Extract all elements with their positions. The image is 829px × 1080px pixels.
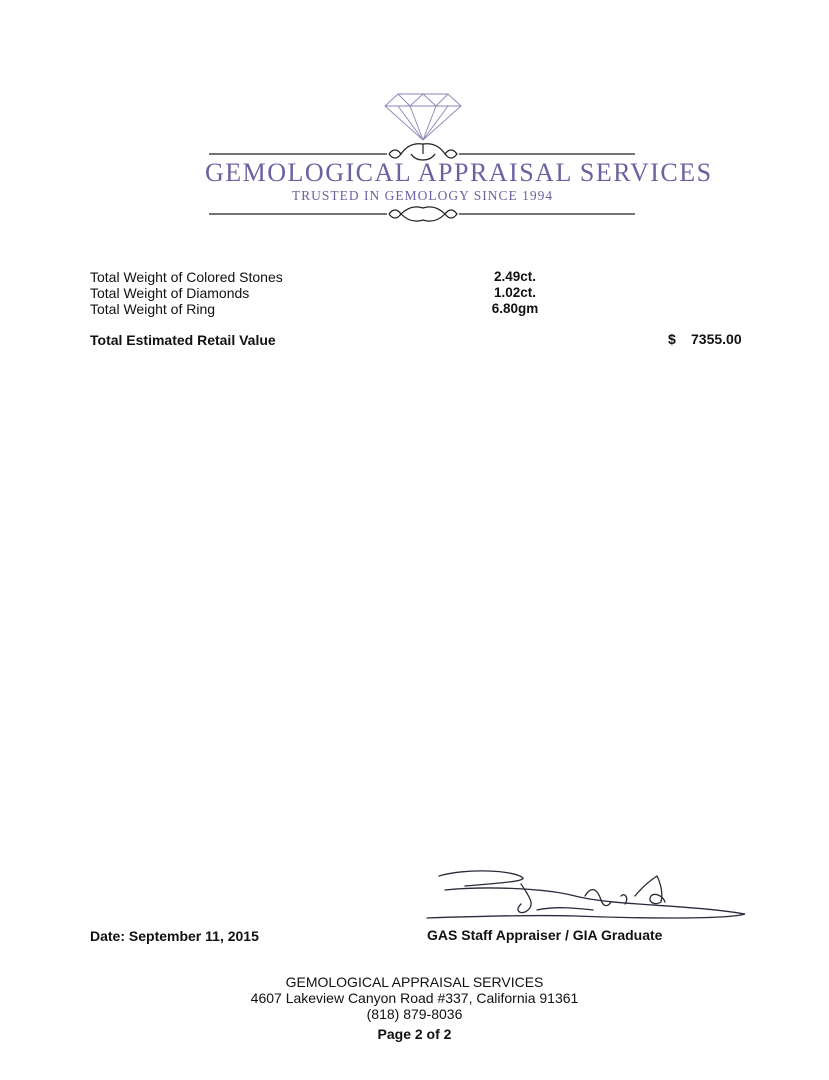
appraisal-date: Date: September 11, 2015 xyxy=(90,928,259,944)
weight-label-diamonds: Total Weight of Diamonds xyxy=(90,285,250,301)
appraiser-signature xyxy=(425,866,755,926)
appraiser-title: GAS Staff Appraiser / GIA Graduate xyxy=(427,927,663,943)
footer-address: 4607 Lakeview Canyon Road #337, California 91361 xyxy=(250,990,579,1006)
weight-value-ring: 6.80gm xyxy=(491,301,539,316)
footer-phone: (818) 879-8036 xyxy=(366,1006,463,1022)
weight-label-ring: Total Weight of Ring xyxy=(90,301,216,317)
total-amount: 7355.00 xyxy=(691,331,742,347)
logo-title: GEMOLOGICAL APPRAISAL SERVICES xyxy=(205,158,713,187)
weight-label-colored-stones: Total Weight of Colored Stones xyxy=(90,269,283,285)
weight-value-diamonds: 1.02ct. xyxy=(493,285,537,300)
logo-tagline: TRUSTED IN GEMOLOGY SINCE 1994 xyxy=(291,188,554,203)
total-value-label: Total Estimated Retail Value xyxy=(90,332,276,348)
total-currency: $ xyxy=(668,331,676,347)
page-number: Page 2 of 2 xyxy=(377,1026,452,1042)
company-logo xyxy=(205,88,713,224)
weight-value-colored-stones: 2.49ct. xyxy=(493,269,537,284)
footer-company: GEMOLOGICAL APPRAISAL SERVICES xyxy=(285,974,544,990)
